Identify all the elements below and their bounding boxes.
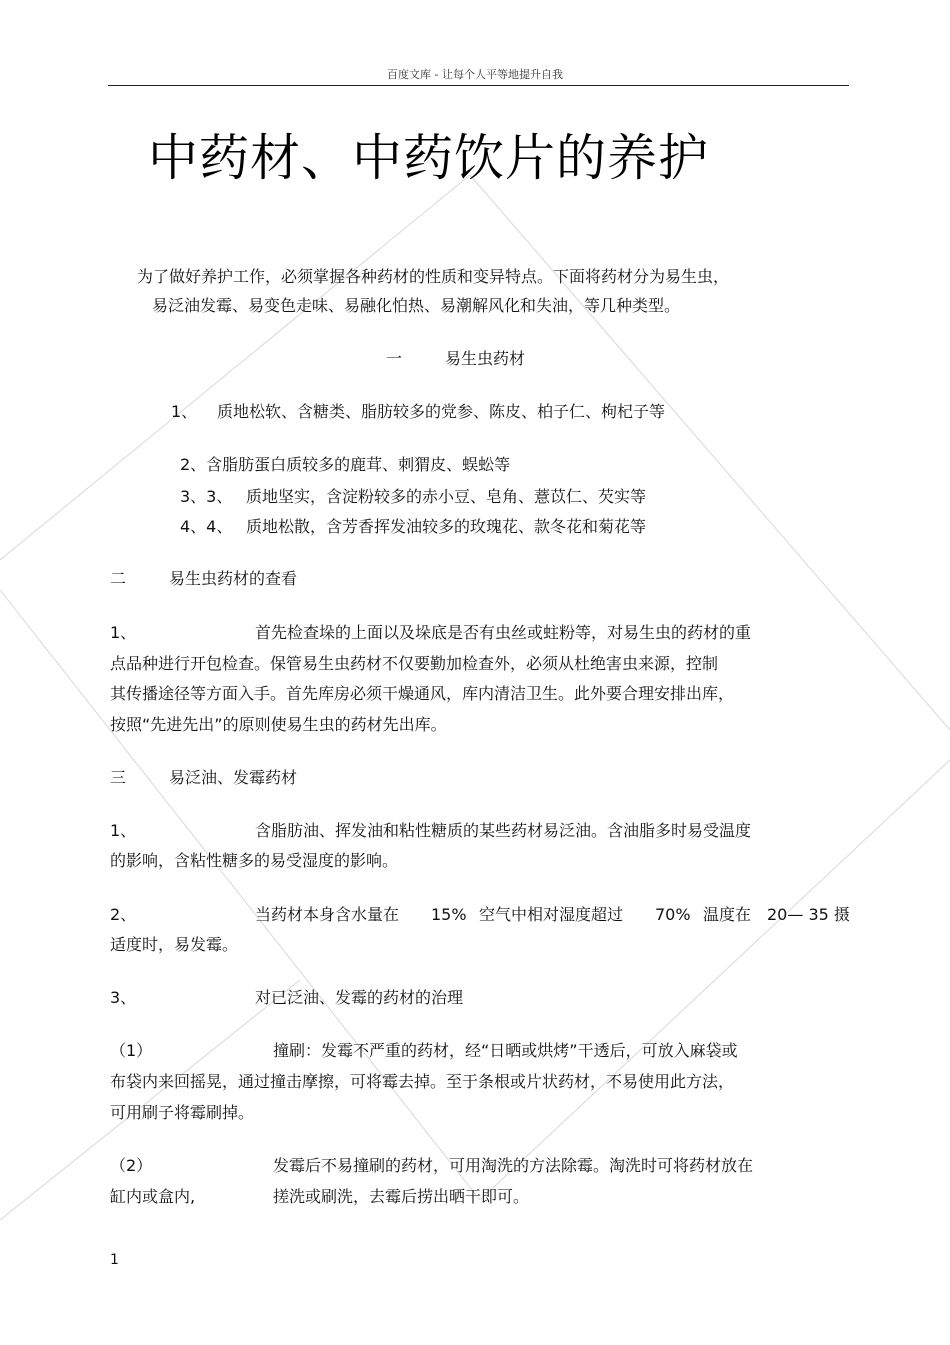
section3-sub1-number: （1） (110, 1041, 153, 1060)
section1-item4-text: 质地松散，含芳香挥发油较多的玫瑰花、款冬花和菊花等 (246, 517, 647, 536)
section3-p2-text-a: 当药材本身含水量在 (255, 905, 400, 924)
section1-item1-text: 质地松软、含糖类、脂肪较多的党参、陈皮、柏子仁、枸杞子等 (217, 402, 666, 421)
section1-item3-number: 3、3、 (180, 487, 233, 506)
watermark-line (0, 980, 300, 1220)
section3-heading: 易泛油、发霉药材 (169, 768, 298, 787)
intro-line-1: 为了做好养护工作，必须掌握各种药材的性质和变异特点。下面将药材分为易生虫， (137, 267, 730, 286)
section1-item3-text: 质地坚实，含淀粉较多的赤小豆、皂角、薏苡仁、芡实等 (246, 487, 647, 506)
section1-item1-number: 1、 (171, 402, 198, 421)
section3-p2-text-c: 空气中相对湿度超过 (479, 905, 624, 924)
section3-sub2-line2a: 缸内或盒内, (110, 1187, 196, 1206)
header-divider (108, 85, 849, 86)
section3-p2-value-moisture: 15% (431, 905, 467, 924)
section3-p2-value-humidity: 70% (655, 905, 691, 924)
section3-p2-text-e: 温度在 (703, 905, 752, 924)
page-number: 1 (110, 1252, 119, 1268)
section3-p1-line1: 含脂肪油、挥发油和粘性糖质的某些药材易泛油。含油脂多时易受温度 (255, 821, 752, 840)
section2-heading: 易生虫药材的查看 (169, 569, 298, 588)
section2-p1-number: 1、 (110, 623, 137, 642)
section3-p1-number: 1、 (110, 821, 137, 840)
section2-p1-line3: 其传播途径等方面入手。首先库房必须干燥通风，库内清洁卫生。此外要合理安排出库， (110, 684, 735, 703)
section3-sub2-line1: 发霉后不易撞刷的药材，可用淘洗的方法除霉。淘洗时可将药材放在 (273, 1156, 754, 1175)
document-title: 中药材、中药饮片的养护 (148, 129, 709, 187)
section2-p1-line4: 按照“先进先出”的原则使易生虫的药材先出库。 (110, 715, 447, 734)
section3-p2-number: 2、 (110, 905, 137, 924)
intro-line-2: 易泛油发霉、易变色走味、易融化怕热、易潮解风化和失油，等几种类型。 (152, 296, 681, 315)
section3-p3-number: 3、 (110, 988, 137, 1007)
section2-number: 二 (110, 569, 127, 588)
section3-number: 三 (110, 768, 127, 787)
section3-p1-line2: 的影响，含粘性糖多的易受湿度的影响。 (110, 851, 399, 870)
section1-item4-number: 4、4、 (180, 517, 233, 536)
watermark-line (470, 175, 950, 730)
section1-item2-text: 2、含脂肪蛋白质较多的鹿茸、刺猬皮、蜈蚣等 (180, 455, 511, 474)
section3-sub1-line2: 布袋内来回摇晃，通过撞击摩擦，可将霉去掉。至于条根或片状药材，不易使用此方法， (110, 1072, 735, 1091)
section3-sub2-number: （2） (110, 1156, 153, 1175)
section3-p3-text: 对已泛油、发霉的药材的治理 (255, 988, 464, 1007)
section2-p1-line1: 首先检查垛的上面以及垛底是否有虫丝或蛀粉等，对易生虫的药材的重 (255, 623, 752, 642)
section3-sub1-line1: 撞刷：发霉不严重的药材，经“日晒或烘烤”干透后，可放入麻袋或 (273, 1041, 738, 1060)
section1-number: 一 (386, 349, 403, 368)
section2-p1-line2: 点品种进行开包检查。保管易生虫药材不仅要勤加检查外，必须从杜绝害虫来源，控制 (110, 654, 719, 673)
page-header: 百度文库 - 让每个人平等地提升自我 (387, 68, 563, 81)
section3-p2-value-temperature: 20— 35 摄 (767, 905, 850, 924)
section1-heading: 易生虫药材 (445, 349, 526, 368)
section3-sub1-line3: 可用刷子将霉刷掉。 (110, 1103, 255, 1122)
section3-p2-line2: 适度时，易发霉。 (110, 935, 239, 954)
section3-sub2-line2b: 搓洗或刷洗，去霉后捞出晒干即可。 (273, 1187, 530, 1206)
